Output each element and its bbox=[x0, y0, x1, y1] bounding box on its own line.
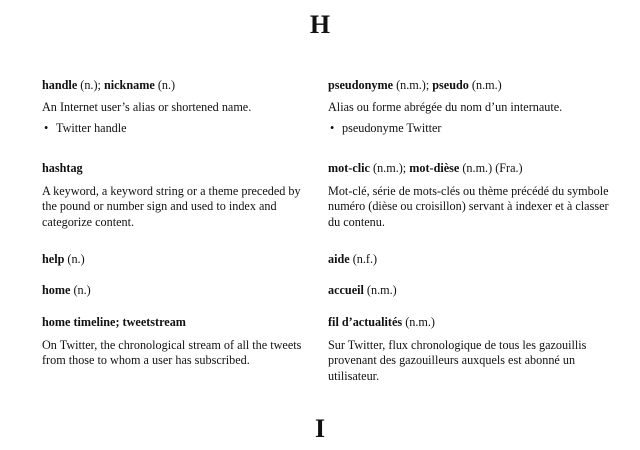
definition: Mot-clé, série de mots-clés ou thème précédé du symbole numéro (dièse ou croisillon) servant à indexer et à classer du contenu. bbox=[328, 183, 609, 229]
term: mot-clic bbox=[328, 161, 370, 175]
term-line bbox=[328, 252, 610, 268]
bullet-icon: • bbox=[330, 121, 335, 135]
entry-hashtag-fr bbox=[328, 161, 610, 230]
term-line bbox=[328, 161, 610, 177]
entry-handle-fr bbox=[328, 78, 610, 137]
entry-help-en bbox=[42, 252, 314, 268]
definition: A keyword, a keyword string or a theme preceded by the pound or number sign and used to index and categorize content. bbox=[42, 183, 301, 229]
term: mot-dièse bbox=[409, 161, 460, 175]
bullet-icon: • bbox=[44, 121, 49, 135]
example bbox=[42, 121, 314, 137]
entry-timeline-en bbox=[42, 315, 314, 369]
term-line bbox=[328, 78, 610, 94]
term: pseudo bbox=[432, 78, 469, 92]
term: handle bbox=[42, 78, 78, 92]
term: home bbox=[42, 283, 71, 297]
term-line bbox=[42, 78, 314, 94]
entry-handle-en bbox=[42, 78, 314, 137]
section-letter-i: I bbox=[314, 414, 326, 443]
term: pseudonyme bbox=[328, 78, 394, 92]
term: accueil bbox=[328, 283, 364, 297]
example-text: Twitter handle bbox=[56, 121, 127, 135]
entry-timeline-fr bbox=[328, 315, 610, 384]
grammar-label: (n.m.) bbox=[402, 315, 435, 329]
term: hashtag bbox=[42, 161, 83, 175]
grammar-label: (n.m.); bbox=[369, 161, 410, 175]
grammar-label: (n.); bbox=[77, 78, 104, 92]
grammar-label: (n.m.) (Fra.) bbox=[459, 161, 523, 175]
term: aide bbox=[328, 252, 350, 266]
grammar-label: (n.) bbox=[64, 252, 85, 266]
entry-help-fr bbox=[328, 252, 610, 268]
term-line bbox=[328, 315, 610, 331]
entry-home-fr bbox=[328, 283, 610, 299]
section-letter-h: H bbox=[309, 10, 331, 39]
grammar-label: (n.m.) bbox=[468, 78, 502, 92]
example-text: pseudonyme Twitter bbox=[342, 121, 442, 135]
grammar-label: (n.) bbox=[70, 283, 91, 297]
term-line bbox=[42, 161, 314, 177]
grammar-label: (n.m.); bbox=[393, 78, 433, 92]
term: help bbox=[42, 252, 65, 266]
term-line bbox=[42, 283, 314, 299]
definition: Sur Twitter, flux chronologique de tous les gazouillis provenant des gazouilleurs auxquels est abonné un utilisateur. bbox=[328, 337, 587, 383]
definition: An Internet user’s alias or shortened name. bbox=[42, 99, 252, 114]
grammar-label: (n.) bbox=[154, 78, 176, 92]
entry-home-en bbox=[42, 283, 314, 299]
grammar-label: (n.m.) bbox=[363, 283, 397, 297]
definition: On Twitter, the chronological stream of all the tweets from those to whom a user has subscribed. bbox=[42, 337, 302, 367]
term: fil d’actualités bbox=[328, 315, 403, 329]
example bbox=[328, 121, 610, 137]
entry-hashtag-en bbox=[42, 161, 314, 230]
definition: Alias ou forme abrégée du nom d’un internaute. bbox=[328, 99, 563, 114]
term-line bbox=[328, 283, 610, 299]
term: home timeline; tweetstream bbox=[42, 315, 186, 329]
grammar-label: (n.f.) bbox=[349, 252, 378, 266]
term: nickname bbox=[103, 78, 155, 92]
term-line bbox=[42, 252, 314, 268]
term-line bbox=[42, 315, 314, 331]
